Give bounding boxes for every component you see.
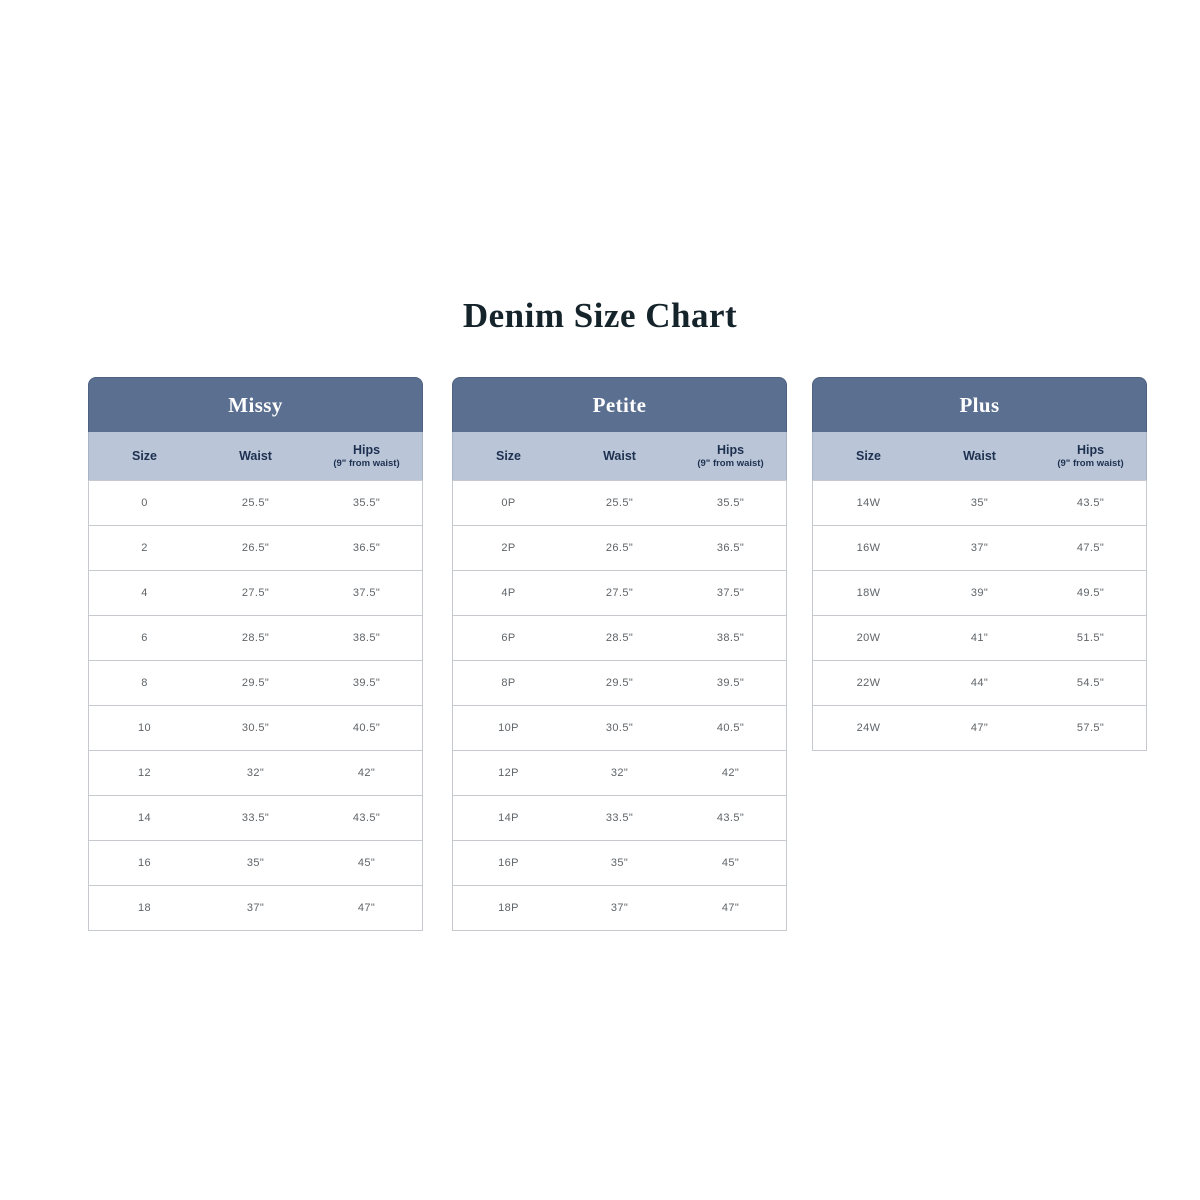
waist-cell: 30.5" (605, 722, 634, 734)
table-row (89, 751, 422, 796)
hips-label: Hips (716, 442, 745, 457)
size-cell: 8 (141, 677, 148, 689)
column-header-row (812, 432, 1147, 480)
waist-cell: 27.5" (241, 587, 270, 599)
hips-cell: 36.5" (352, 542, 381, 554)
hips-note: (9" from waist) (1057, 457, 1124, 469)
column-header-hips (311, 432, 422, 480)
table-row (89, 481, 422, 526)
table-row (89, 796, 422, 841)
hips-cell: 40.5" (352, 722, 381, 734)
waist-cell: 25.5" (605, 497, 634, 509)
hips-label: Hips (352, 442, 381, 457)
size-cell: 12P (498, 767, 519, 779)
table-row (813, 661, 1146, 706)
waist-cell: 41" (970, 632, 989, 644)
hips-cell: 47" (357, 902, 376, 914)
table-title: Plus (959, 392, 1000, 417)
size-cell: 2 (141, 542, 148, 554)
hips-cell: 36.5" (716, 542, 745, 554)
size-cell: 16P (498, 857, 519, 869)
table-body (812, 480, 1147, 751)
column-header-size: Size (855, 448, 881, 463)
waist-cell: 35" (246, 857, 265, 869)
size-cell: 6 (141, 632, 148, 644)
size-cell: 14 (137, 812, 152, 824)
waist-cell: 44" (970, 677, 989, 689)
table-row (453, 526, 786, 571)
waist-cell: 28.5" (241, 632, 270, 644)
hips-cell: 37.5" (716, 587, 745, 599)
table-body (452, 480, 787, 931)
column-header-size: Size (495, 448, 521, 463)
column-header-row (452, 432, 787, 480)
hips-cell: 39.5" (716, 677, 745, 689)
size-cell: 18 (137, 902, 152, 914)
hips-cell: 43.5" (1076, 497, 1105, 509)
size-table-missy (88, 377, 423, 931)
size-table-petite (452, 377, 787, 931)
table-row (453, 886, 786, 931)
size-cell: 22W (856, 677, 881, 689)
waist-cell: 33.5" (605, 812, 634, 824)
hips-label: Hips (1076, 442, 1105, 457)
column-header-waist: Waist (963, 448, 996, 463)
table-body (88, 480, 423, 931)
size-cell: 4 (141, 587, 148, 599)
hips-cell: 35.5" (352, 497, 381, 509)
waist-cell: 33.5" (241, 812, 270, 824)
waist-cell: 26.5" (241, 542, 270, 554)
hips-cell: 49.5" (1076, 587, 1105, 599)
hips-cell: 43.5" (716, 812, 745, 824)
table-row (453, 616, 786, 661)
waist-cell: 28.5" (605, 632, 634, 644)
waist-cell: 32" (610, 767, 629, 779)
size-cell: 10 (137, 722, 152, 734)
table-row (813, 706, 1146, 751)
waist-cell: 39" (970, 587, 989, 599)
column-header-waist: Waist (603, 448, 636, 463)
table-row (813, 571, 1146, 616)
table-row (813, 616, 1146, 661)
waist-cell: 32" (246, 767, 265, 779)
table-row (453, 796, 786, 841)
size-cell: 10P (498, 722, 519, 734)
column-header-size: Size (131, 448, 157, 463)
size-cell: 16W (856, 542, 881, 554)
table-row (89, 706, 422, 751)
table-row (89, 886, 422, 931)
hips-cell: 47.5" (1076, 542, 1105, 554)
table-row (453, 751, 786, 796)
table-row (89, 526, 422, 571)
size-cell: 16 (137, 857, 152, 869)
size-cell: 8P (501, 677, 516, 689)
table-row (453, 841, 786, 886)
waist-cell: 35" (610, 857, 629, 869)
hips-note: (9" from waist) (697, 457, 764, 469)
size-cell: 18P (498, 902, 519, 914)
hips-cell: 47" (721, 902, 740, 914)
hips-cell: 38.5" (716, 632, 745, 644)
size-cell: 20W (856, 632, 881, 644)
hips-cell: 45" (721, 857, 740, 869)
table-row (453, 706, 786, 751)
waist-cell: 30.5" (241, 722, 270, 734)
waist-cell: 37" (970, 542, 989, 554)
hips-cell: 51.5" (1076, 632, 1105, 644)
hips-note: (9" from waist) (333, 457, 400, 469)
size-cell: 14W (856, 497, 881, 509)
waist-cell: 26.5" (605, 542, 634, 554)
waist-cell: 37" (246, 902, 265, 914)
size-table-plus (812, 377, 1147, 751)
hips-cell: 42" (721, 767, 740, 779)
column-header-row (88, 432, 423, 480)
hips-cell: 57.5" (1076, 722, 1105, 734)
table-row (813, 481, 1146, 526)
waist-cell: 47" (970, 722, 989, 734)
hips-cell: 38.5" (352, 632, 381, 644)
waist-cell: 29.5" (241, 677, 270, 689)
size-cell: 0 (141, 497, 148, 509)
hips-cell: 54.5" (1076, 677, 1105, 689)
table-title-bar (812, 377, 1147, 432)
hips-cell: 40.5" (716, 722, 745, 734)
column-header-hips (1035, 432, 1146, 480)
table-row (813, 526, 1146, 571)
hips-cell: 45" (357, 857, 376, 869)
hips-cell: 43.5" (352, 812, 381, 824)
waist-cell: 27.5" (605, 587, 634, 599)
hips-cell: 42" (357, 767, 376, 779)
table-row (453, 571, 786, 616)
waist-cell: 29.5" (605, 677, 634, 689)
waist-cell: 25.5" (241, 497, 270, 509)
table-row (453, 481, 786, 526)
size-cell: 2P (501, 542, 516, 554)
table-row (89, 661, 422, 706)
waist-cell: 37" (610, 902, 629, 914)
size-cell: 6P (501, 632, 516, 644)
table-title-bar (88, 377, 423, 432)
size-cell: 4P (501, 587, 516, 599)
size-cell: 0P (501, 497, 516, 509)
page-title: Denim Size Chart (462, 296, 738, 335)
waist-cell: 35" (970, 497, 989, 509)
column-header-hips (675, 432, 786, 480)
size-cell: 14P (498, 812, 519, 824)
table-title: Missy (228, 392, 283, 417)
hips-cell: 37.5" (352, 587, 381, 599)
hips-cell: 39.5" (352, 677, 381, 689)
table-title-bar (452, 377, 787, 432)
table-row (453, 661, 786, 706)
table-row (89, 571, 422, 616)
size-cell: 24W (856, 722, 881, 734)
hips-cell: 35.5" (716, 497, 745, 509)
table-title: Petite (592, 392, 647, 417)
table-row (89, 616, 422, 661)
column-header-waist: Waist (239, 448, 272, 463)
size-cell: 18W (856, 587, 881, 599)
table-row (89, 841, 422, 886)
size-cell: 12 (137, 767, 152, 779)
